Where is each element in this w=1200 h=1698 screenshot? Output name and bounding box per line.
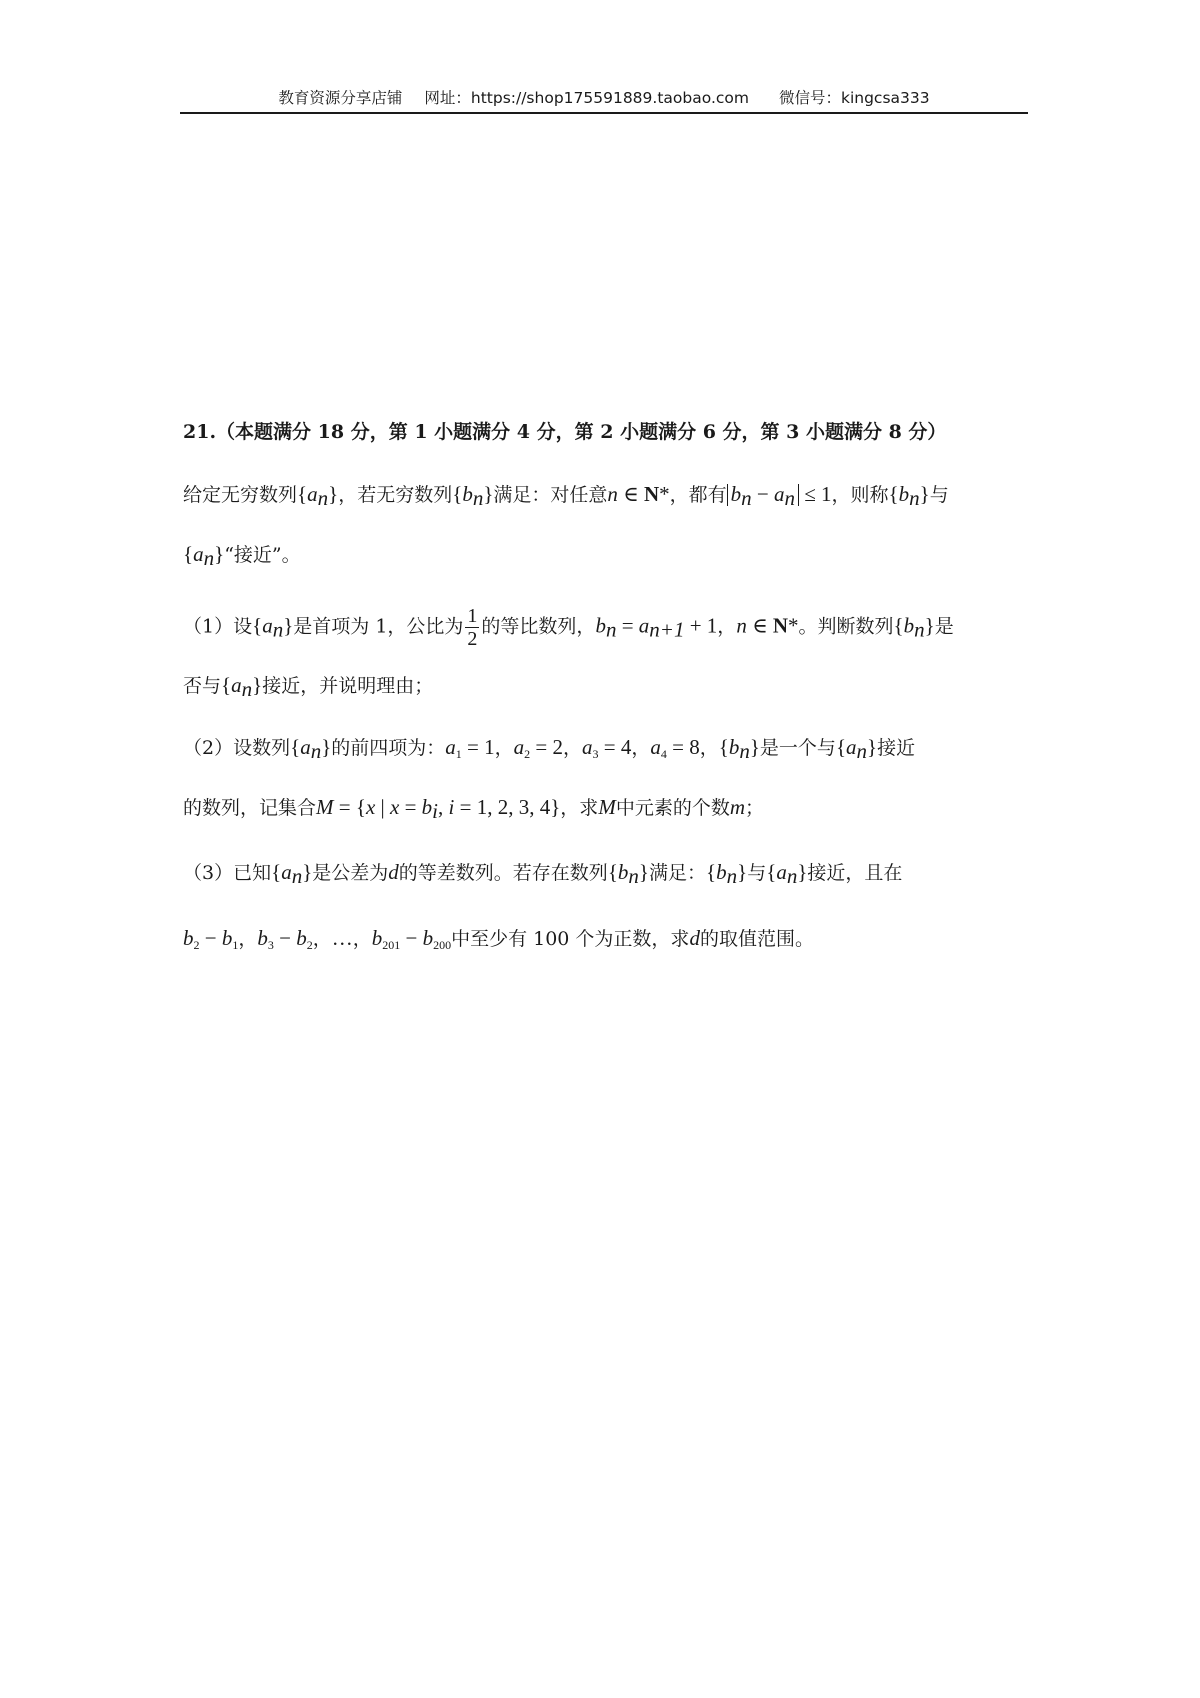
- page-header: [180, 84, 1028, 114]
- intro-line-1: 给定无穷数列$\{a_n\}$，若无穷数列$\{b_n\}$满足：对任意n ∈ N*，都有 $b_n - a_n \le 1$，则称$\{b_n\}$与: [183, 482, 949, 510]
- wechat-id: 微信号：kingcsa333: [778, 89, 930, 107]
- part3-line-2: $b_2 - b_1$，$b_3 - b_2$，…，$b_{201} - b_{200}$中至少有 100 个为正数，求d的取值范围。: [183, 926, 814, 952]
- problem-title: 21.（本题满分 18 分，第 1 小题满分 4 分，第 2 小题满分 6 分，第 3 小题满分 8 分）: [183, 421, 947, 443]
- part3-line-1: （3）已知$\{a_n\}$是公差为d的等差数列。若存在数列$\{b_n\}$满足：$\{b_n\}$与$\{a_n\}$接近，且在: [183, 860, 903, 888]
- shop-name: 教育资源分享店铺: [278, 89, 403, 107]
- part2-line-2: 的数列，记集合M = {x | $x = b_i$, i = 1, 2, 3, 4}，求M中元素的个数m；: [183, 795, 765, 823]
- part2-line-1: （2）设数列$\{a_n\}$的前四项为：$a_1 = 1$，$a_2 = 2$，$a_3 = 4$，$a_4 = 8$，$\{b_n\}$是一个与$\{a_n\}$接近: [183, 735, 916, 763]
- fraction-one-half: $\frac{1}{2}$: [467, 605, 478, 650]
- part1-line-1: （1）设$\{a_n\}$是首项为 1，公比为 $\frac{1}{2}$ 的等比数列，$b_n = a_{n+1} + 1$，n ∈ N*。判断数列$\{b_n\}$是: [183, 605, 954, 650]
- shop-url: 网址：https://shop175591889.taobao.com: [424, 89, 749, 107]
- intro-line-2: $\{a_n\}“$接近”。: [183, 542, 301, 570]
- part1-line-2: 否与$\{a_n\}$接近，并说明理由；: [183, 673, 434, 701]
